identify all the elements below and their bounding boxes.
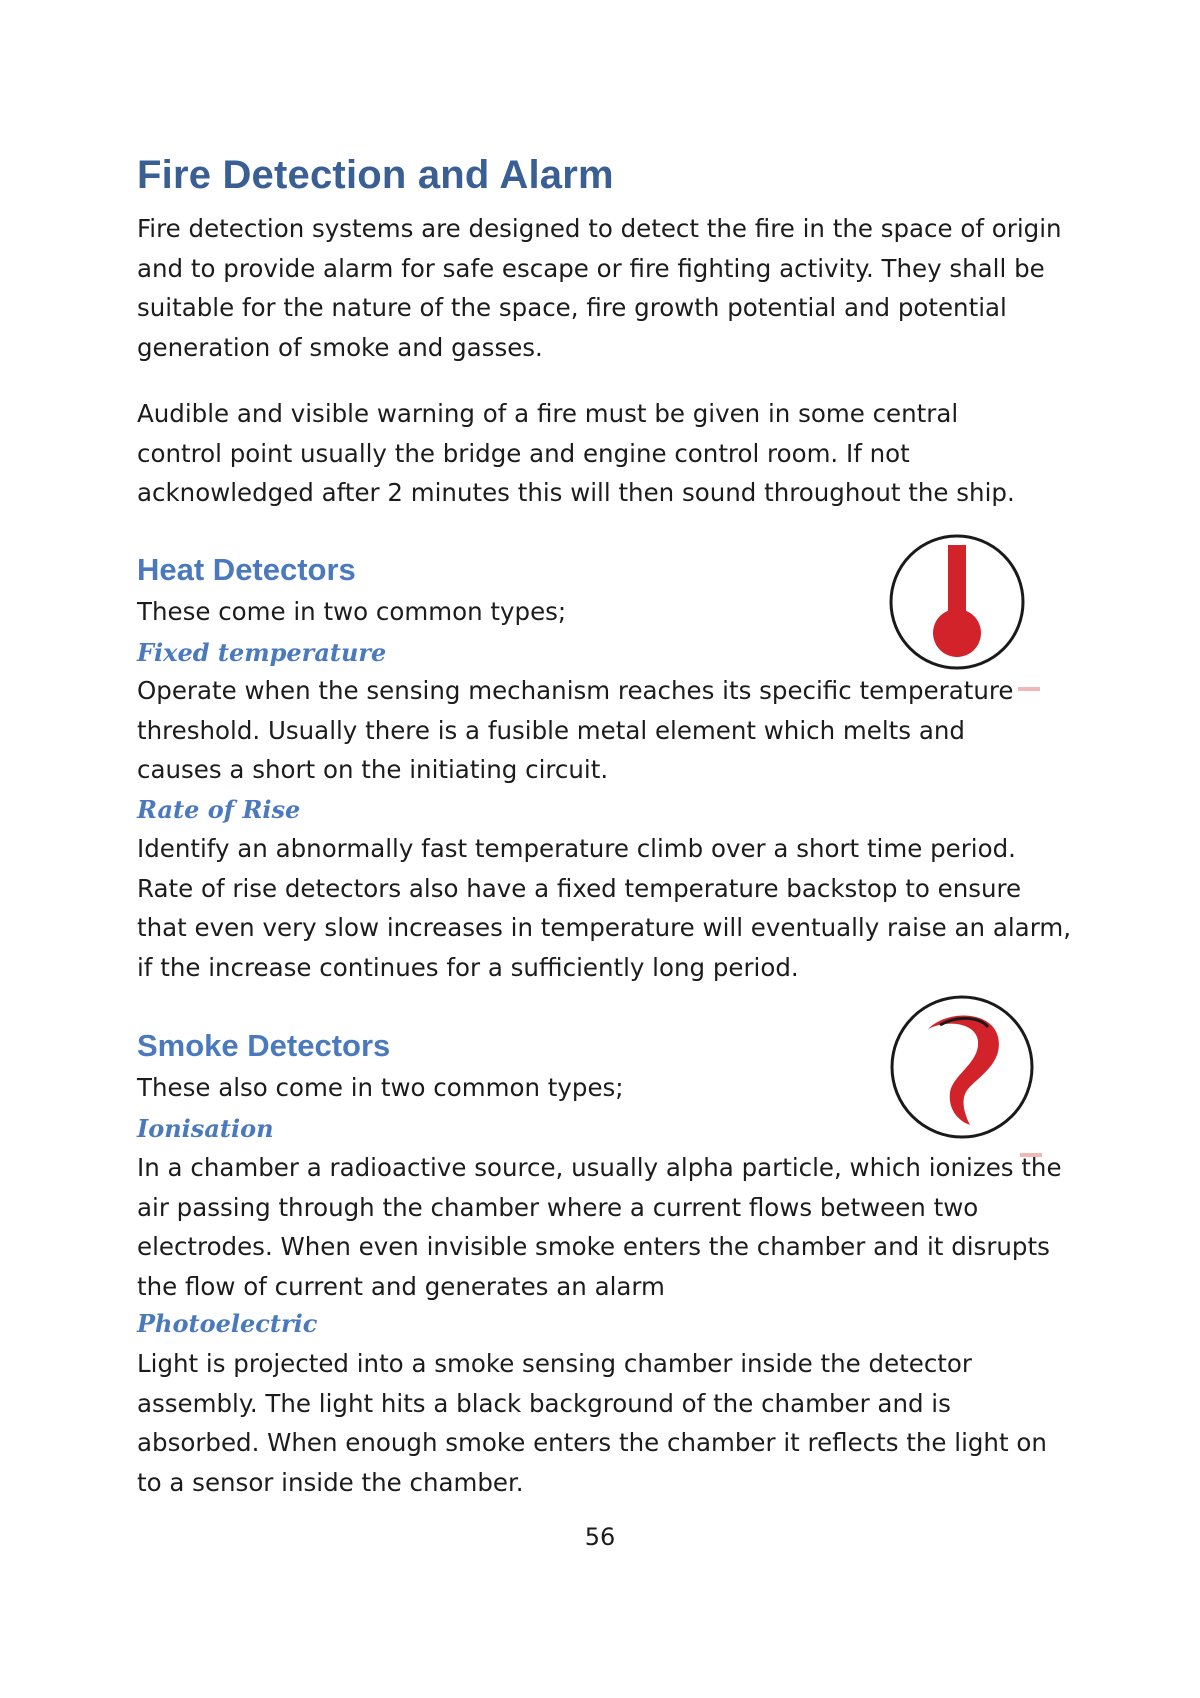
heat-detectors-lead: These come in two common types; — [137, 597, 567, 626]
intro-paragraph-2: Audible and visible warning of a fire must be given in some central control point usually the bridge and engine control room. If not acknowledged after 2 minutes this will then sound throughout the ship. — [137, 399, 1015, 507]
smoke-icon — [888, 993, 1036, 1141]
ionisation-heading: Ionisation — [137, 1114, 274, 1143]
smoke-detectors-heading: Smoke Detectors — [137, 1028, 391, 1063]
photoelectric-text: Light is projected into a smoke sensing chamber inside the detector assembly. The light hits a black background of the chamber and is absorbed. When enough smoke enters the chamber it reflects the light on to a sensor inside the chamber. — [137, 1349, 1047, 1497]
rate-of-rise-text: Identify an abnormally fast temperature climb over a short time period. Rate of rise detectors also have a fixed temperature backstop to ensure that even very slow increases in temperature will eventually raise an alarm, if the increase continues for a sufficiently long period. — [137, 834, 1071, 982]
thermometer-caption-mark — [1018, 687, 1040, 691]
fixed-temperature-heading: Fixed temperature — [137, 638, 387, 667]
page-number: 56 — [584, 1523, 616, 1551]
ionisation-text: In a chamber a radioactive source, usually alpha particle, which ionizes the air passing through the chamber where a current flows between two electrodes. When even invisible smoke enters the chamber and it disrupts the flow of current and generates an alarm — [137, 1153, 1062, 1301]
heat-detectors-heading: Heat Detectors — [137, 552, 356, 587]
thermometer-icon — [886, 531, 1028, 673]
smoke-detectors-lead: These also come in two common types; — [137, 1073, 624, 1102]
rate-of-rise-heading: Rate of Rise — [137, 795, 301, 824]
fixed-temperature-text: Operate when the sensing mechanism reaches its specific temperature threshold. Usually there is a fusible metal element which melts and causes a short on the initiating circuit. — [137, 676, 1014, 784]
intro-paragraph-1: Fire detection systems are designed to detect the fire in the space of origin and to provide alarm for safe escape or fire fighting activity. They shall be suitable for the nature of the space, fire growth potential and potential generation of smoke and gasses. — [137, 214, 1062, 362]
page-title: Fire Detection and Alarm — [137, 153, 614, 197]
photoelectric-heading: Photoelectric — [137, 1309, 318, 1338]
